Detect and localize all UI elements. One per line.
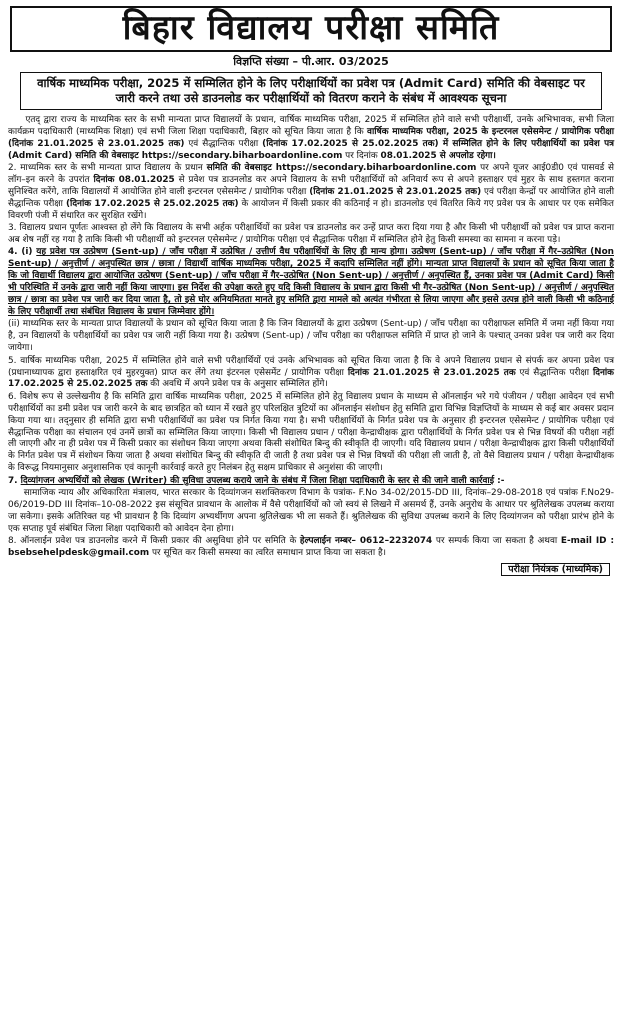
p5-text-a: 5. वार्षिक माध्यमिक परीक्षा, 2025 में सम्मिलित होने वाले सभी परीक्षार्थियों एवं उनके अभिभावक को सूचित किया जाता है कि वे अपने विद्यालय प्रधान से संपर्क कर अपना प्रवेश पत्र (प्रधानाध्यापक द्वारा हस्ताक्षरित एवं मुहरयुक्त) प्राप्त कर लेंगे तथा इंटरनल एसेसमेंट / प्रायोगिक परीक्षा [8,355,614,378]
helpdesk-email: E-mail ID : bsebsehelpdesk@gmail.com [8,536,615,559]
p1-text-a: एतद् द्वारा राज्य के माध्यमिक स्तर के सभी मान्यता प्राप्त विद्यालयों के प्रधान, वार्षिक माध्यमिक परीक्षा, 2025 में सम्मिलित होने वाले सभी परीक्षार्थी, उनके अभिभावक, सभी जिला कार्यक्रम पदाधिकारी (माध्यमिक शिक्षा) एवं सभी जिला शिक्षा पदाधिकारी, बिहार को सूचित किया जाता है कि [8,115,614,137]
p1-bold-b: (दिनांक 17.02.2025 से 25.02.2025 तक) में सम्मिलित होने के लिए परीक्षार्थियों का प्रवेश पत्र (Admit Card) समिति की वेबसाइट https://secondary.biharboardonline.com [8,138,615,161]
p1-bold-c: 08.01.2025 से अपलोड रहेगा। [380,150,496,161]
p1-bold-a: वार्षिक माध्यमिक परीक्षा, 2025 के इन्टरनल एसेसमेन्ट / प्रायोगिक परीक्षा (दिनांक 21.01.2025 से 23.01.2025 तक) [8,126,615,149]
p5-text-c: की अवधि में अपने प्रवेश पत्र के अनुसार सम्मिलित होंगे। [147,379,328,390]
notice-number: विज्ञप्ति संख्या – पी.आर. 03/2025 [233,55,389,68]
paragraph-6: 6. विशेष रूप से उल्लेखनीय है कि समिति द्वारा वार्षिक माध्यमिक परीक्षा, 2025 में सम्मिलित होने हेतु विद्यालय प्रधान के माध्यम से ऑनलाईन भरे गये पंजीयन / परीक्षा आवेदन एवं सभी परीक्षार्थियों का डमी प्रवेश पत्र जारी करने के बाद छात्रहित को ध्यान में रखते हुए परिलक्षित त्रुटियों का ऑनलाईन संशोधन हेतु समिति द्वारा विभिन्न विज्ञप्तियों के माध्यम से कई बार अवसर प्रदान किया गया था। तद्नुसार ही समिति द्वारा सभी परीक्षार्थियों का प्रवेश पत्र निर्गत किया गया है। सभी परीक्षार्थियों के निर्गत प्रवेश पत्र के अनुसार ही इन्टरनल एसेसमेन्ट / प्रायोगिक परीक्षा एवं सैद्धान्तिक परीक्षा का संचालन एवं उनमें छात्रों का सम्मिलित किया जाएगा। किसी भी विद्यालय प्रधान / परीक्षा केन्द्राधीक्षक द्वारा परीक्षार्थियों के निर्गत प्रवेश पत्र से भिन्न विषयों की परीक्षा नहीं ली जाएगी और ना ही प्रवेश पत्र में किसी प्रकार का संशोधन किया जाएगा अथवा किसी संशोधित बिन्दु की स्वीकृति दी जाएगी। यदि विद्यालय प्रधान / परीक्षा केन्द्राधीक्षक द्वारा किसी परीक्षार्थियों के निर्गत प्रवेश पत्र में संशोधन किया जाता है अथवा संशोधित बिन्दु की स्वीकृति दी जाती है तथा प्रवेश पत्र से भिन्न विषयों की परीक्षा ली जाती है, तो वैसे विद्यालय प्रधान / परीक्षा केन्द्राधीक्षक के विरूद्ध नियमानुसार अनुशासनिक एवं कानूनी कार्रवाई करते हुए निलंबन हेतु सक्षम प्राधिकार से अनुशंसा की जाएगी। [8,391,614,474]
paragraph-7 [8,488,614,536]
paragraph-8 [8,536,614,560]
p2-bold-a: समिति की वेबसाइट https://secondary.biharboardonline.com [206,163,477,174]
signatory-title: परीक्षा नियंत्रक (माध्यमिक) [501,563,610,576]
p1-text-b: एवं सैद्धान्तिक परीक्षा [184,138,263,149]
notice-page [8,6,614,1018]
p2-bold-b: दिनांक 08.01.2025 [93,175,175,186]
paragraph-1 [8,115,614,163]
p2-bold-d: (दिनांक 17.02.2025 से 25.02.2025 तक) [65,198,239,209]
p2-text-d: एवं परीक्षा केन्द्रों पर आयोजित होने वाली सैद्धान्तिक परीक्षा [8,186,615,209]
p5-text-b: एवं सैद्धान्तिक परीक्षा [515,367,593,378]
p8-text-b: पर सम्पर्क किया जा सकता है अथवा [432,536,561,547]
p1-text-c: पर दिनांक [342,150,381,161]
p7-text: सामाजिक न्याय और अधिकारिता मंत्रालय, भारत सरकार के दिव्यांगजन सशक्तिकरण विभाग के पत्रांक- F.No 34-02/2015-DD III, दिनांक–29-08-2018 एवं पत्रांक F.No29-06/2019-DD III दिनांक–10-08-2022 इस संसूचित प्रावधान के आलोक में वैसे परीक्षार्थियों को जो स्वयं से लिखने में असमर्थ हैं, उनके अनुरोध के आधार पर श्रुतिलेखक उपलब्ध कराया जा सकेगा। इसके अतिरिक्त यह भी प्रावधान है कि दिव्यांग अभ्यर्थीगण अपना श्रुतिलेखक भी ला सकते हैं। श्रुतिलेखक की सुविधा उपलब्ध कराने के लिए दिव्यांगजन को परीक्षा प्रारंभ होने के एक सप्ताह पूर्व संबंधित जिला शिक्षा पदाधिकारी को आवेदन देना होगा। [8,488,614,534]
paragraph-2 [8,163,614,223]
p2-bold-c: (दिनांक 21.01.2025 से 23.01.2025 तक) [309,186,482,197]
p5-bold-a: दिनांक 21.01.2025 से 23.01.2025 तक [347,367,516,378]
paragraph-7-heading [8,476,614,488]
p2-text-a: 2. माध्यमिक स्तर के सभी मान्यता प्राप्त विद्यालय के प्रधान [8,163,207,174]
p8-text-c: पर सूचित कर किसी समस्या का त्वरित समाधान प्राप्त किया जा सकता है। [149,548,387,559]
board-title: बिहार विद्यालय परीक्षा समिति [10,6,612,52]
p2-text-e: के आयोजन में किसी प्रकार की कठिनाई न हो। डाउनलोड एवं वितरित किये गए प्रवेश पत्र के आधार पर एक समेकित विवरणी पंजी में संधारित कर सुरक्षित रखेंगे। [8,198,614,221]
paragraph-4-i [8,247,614,318]
p4-underlined-text: यह प्रवेश पत्र उत्प्रेषण (Sent-up) / जाँच परीक्षा में उत्प्रेषित / उत्तीर्ण वैध परीक्षार्थियों के लिए ही मान्य होगा। उत्प्रेषण (Sent-up) / जाँच परीक्षा में गैर–उत्प्रेषित (Non Sent-up) / अनुत्तीर्ण / अनुपस्थित छात्र / छात्रा / विद्यार्थी वार्षिक माध्यमिक परीक्षा, 2025 में कदापि सम्मिलित नहीं होंगे। मान्यता प्राप्त विद्यालयों के प्रधान को सूचित किया जाता है कि जो विद्यार्थी विद्यालय द्वारा आयोजित उत्प्रेषण (Sent-up) / जाँच परीक्षा में गैर–उत्प्रेषित (Non Sent-up) / अनुत्तीर्ण / अनुपस्थित हैं, उनका प्रवेश पत्र (Admit Card) किसी भी परिस्थिति में उनके द्वारा जारी नहीं किया जाएगा। इस निर्देश की उपेक्षा करते हुए यदि किसी विद्यालय के प्रधान द्वारा किसी भी गैर–उत्प्रेषित (Non Sent-up) / अनुत्तीर्ण / अनुपस्थित छात्र / छात्रा का प्रवेश पत्र जारी कर दिया जाता है, तो इसे घोर अनियमितता मानते हुए समिति द्वारा मामले को अत्यंत गंभीरता से लिया जाएगा और इससे उत्पन्न होने वाली किसी भी कठिनाई के लिए परीक्षार्थी तथा संबंधित विद्यालय के प्रधान जिम्मेवार होंगे। [8,247,614,317]
paragraph-4-ii: (ii) माध्यमिक स्तर के मान्यता प्राप्त विद्यालयों के प्रधान को सूचित किया जाता है कि जिन विद्यालयों के द्वारा उत्प्रेषण (Sent-up) / जाँच परीक्षा का परीक्षाफल समिति में जमा नहीं किया गया है, उन विद्यालयों के परीक्षार्थियों का प्रवेश पत्र जारी नहीं किया गया है। उत्प्रेषण (Sent-up) / जाँच परीक्षा का परीक्षाफल समिति में प्राप्त हो जाने के पश्चात् उनका प्रवेश पत्र जारी कर दिया जायेगा। [8,319,614,354]
p5-bold-b: दिनांक 17.02.2025 से 25.02.2025 तक [8,367,614,390]
p8-text-a: 8. ऑनलाईन प्रवेश पत्र डाउनलोड करने में किसी प्रकार की असुविधा होने पर समिति के [8,536,300,547]
signature-block [8,563,614,576]
paragraph-3: 3. विद्यालय प्रधान पूर्णतः आश्वस्त हो लेंगे कि विद्यालय के सभी अर्हक परीक्षार्थियों का प्रवेश पत्र डाउनलोड कर उन्हें प्राप्त करा दिया गया है और किसी भी परीक्षार्थी को प्रवेश पत्र प्राप्त कराना अब शेष नहीं रह गया है ताकि किसी भी परीक्षार्थी को इन्टरनल एसेसमेन्ट / प्रायोगिक परीक्षा एवं सैद्धान्तिक परीक्षा में सम्मिलित होने हेतु किसी समस्या का सामना न करना पड़े। [8,223,614,246]
p2-text-b: पर अपने यूजर आई0डी0 एवं पासवर्ड से लॉग–इन करने के उपरांत [8,163,614,186]
p7-number: 7. [8,475,21,486]
paragraph-5 [8,356,614,392]
p4-number: 4. (i) [8,247,37,258]
p7-heading-suffix: :- [494,475,505,486]
notice-subject: वार्षिक माध्यमिक परीक्षा, 2025 में सम्मिलित होने के लिए परीक्षार्थियों का प्रवेश पत्र (Admit Card) समिति की वेबसाइट पर जारी करने तथा उसे डाउनलोड कर परीक्षार्थियों को वितरण कराने के संबंध में आवश्यक सूचना [20,72,602,110]
p7-heading-text: दिव्यांगजन अभ्यर्थियों को लेखक (Writer) की सुविधा उपलब्ध कराये जाने के संबंध में जिला शिक्षा पदाधिकारी के स्तर से की जाने वाली कार्रवाई [20,475,495,486]
p2-text-c: से प्रवेश पत्र डाउनलोड कर अपने विद्यालय के सभी परीक्षार्थियों को अनिवार्य रूप से अपने हस्ताक्षर एवं मुहर के साथ हस्तगत कराना सुनिश्चित करेंगे, ताकि विद्यालयों में आयोजित होने वाली इन्टरनल एसेसमेन्ट / प्रायोगिक परीक्षा [8,175,614,197]
helpline-number: हेल्पलाईन नम्बर– 0612–2232074 [299,536,433,547]
